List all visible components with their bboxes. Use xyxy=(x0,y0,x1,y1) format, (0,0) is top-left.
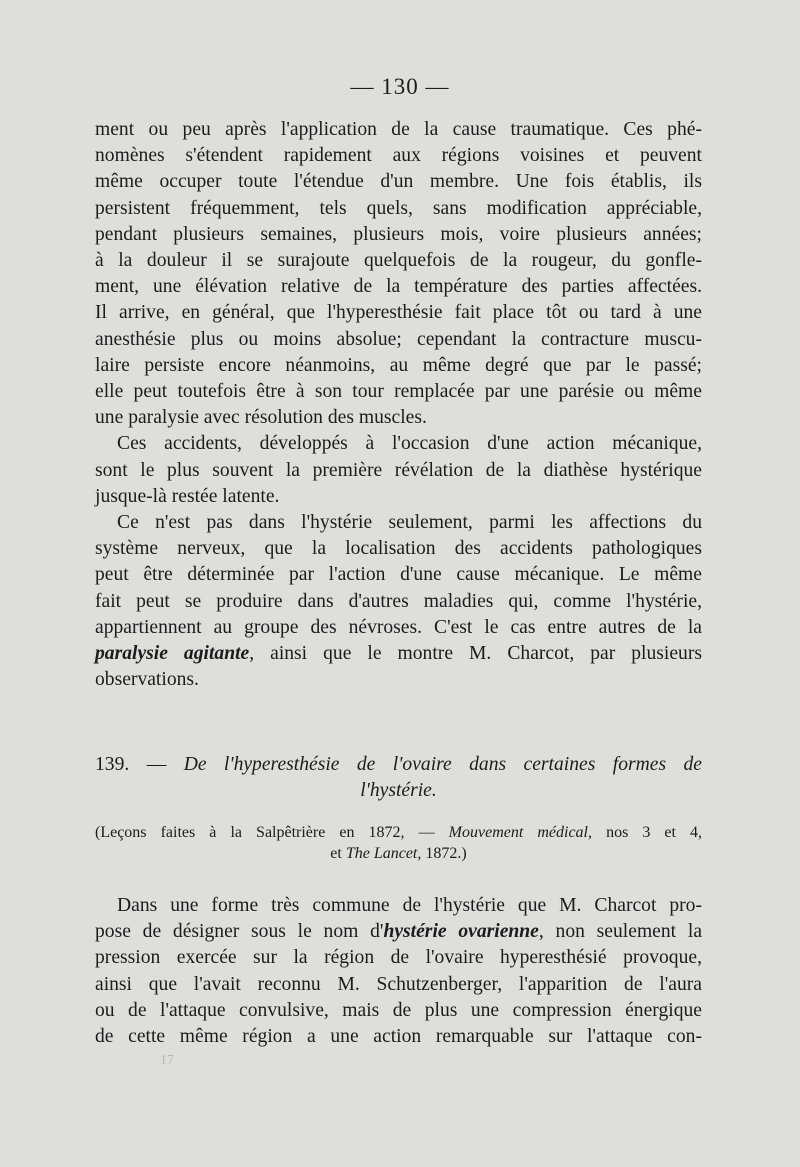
section-heading xyxy=(95,752,702,804)
paragraph-line: Dans une forme très commune de l'hystérie que M. Charcot pro- xyxy=(117,895,702,916)
section-title-line: l'hystérie. xyxy=(360,780,437,801)
page-header: — 130 — xyxy=(350,74,450,99)
citation-line xyxy=(95,843,702,864)
paragraph-line: persistent fréquemment, tels quels, sans modification appréciable, xyxy=(95,197,702,219)
paragraph-line: observations. xyxy=(95,669,199,691)
paragraph-line: laire persiste encore néanmoins, au même degré que par le passé; xyxy=(95,354,702,376)
line-text: , ainsi que le montre M. Charcot, par plusieurs xyxy=(249,643,702,665)
paragraph-line: sont le plus souvent la première révélation de la diathèse hystérique xyxy=(95,459,702,481)
paragraph-line: ou de l'attaque convulsive, mais de plus une compression énergique xyxy=(95,999,702,1021)
paragraph-line: jusque-là restée latente. xyxy=(95,485,280,507)
citation-line xyxy=(95,822,702,843)
paragraph-line: elle peut toutefois être à son tour remplacée par une parésie ou même xyxy=(95,381,702,403)
paragraph-line: Ce n'est pas dans l'hystérie seulement, parmi les affections du xyxy=(117,512,702,534)
citation-text: (Leçons faites à la Salpêtrière en 1872, — xyxy=(95,824,449,841)
section-title: De l'hyperesthésie de l'ovaire dans certaines formes de xyxy=(183,754,702,775)
paragraph-line: Ces accidents, développés à l'occasion d'une action mécanique, xyxy=(117,433,702,455)
paragraph-line: pendant plusieurs semaines, plusieurs mois, voire plusieurs années; xyxy=(95,223,702,245)
section-number: 139. xyxy=(95,754,130,775)
paragraph-line: pression exercée sur la région de l'ovaire hyperesthésié provoque, xyxy=(95,947,702,969)
journal-name: The Lancet, xyxy=(345,845,422,862)
italic-term: hystérie ovarienne xyxy=(383,921,539,943)
paragraph-line: à la douleur il se surajoute quelquefois de la rougeur, du gonfle- xyxy=(95,250,702,272)
paragraph-line-mixed xyxy=(95,641,702,667)
citation-text: nos 3 et 4, xyxy=(592,824,703,841)
paragraph-line: une paralysie avec résolution des muscles. xyxy=(95,407,427,429)
citation-text: et xyxy=(330,845,346,862)
paragraph-line: nomènes s'étendent rapidement aux régions voisines et peuvent xyxy=(95,145,702,167)
paragraph-line: ainsi que l'avait reconnu M. Schutzenberger, l'apparition de l'aura xyxy=(95,973,702,995)
line-text: pose de désigner sous le nom d' xyxy=(95,921,384,943)
section-title-line xyxy=(95,752,702,778)
citation-text: 1872.) xyxy=(421,845,467,862)
paragraph-line: appartiennent au groupe des névroses. C'est le cas entre autres de la xyxy=(95,616,702,638)
main-text-block xyxy=(95,117,702,693)
signature-mark: 17 xyxy=(160,1053,174,1068)
paragraph-line: fait peut se produire dans d'autres maladies qui, comme l'hystérie, xyxy=(95,590,702,612)
paragraph-line: anesthésie plus ou moins absolue; cependant la contracture muscu- xyxy=(95,328,702,350)
source-citation xyxy=(95,822,702,864)
paragraph-line: même occuper toute l'étendue d'un membre. Une fois établis, ils xyxy=(95,171,702,193)
paragraph-line-mixed xyxy=(95,919,702,945)
journal-name: Mouvement médical, xyxy=(448,824,593,841)
paragraph-line: peut être déterminée par l'action d'une cause mécanique. Le même xyxy=(95,564,702,586)
paragraph-line: ment ou peu après l'application de la cause traumatique. Ces phé- xyxy=(95,119,702,140)
section-dash: — xyxy=(129,754,184,775)
paragraph-line: de cette même région a une action remarquable sur l'attaque con- xyxy=(95,1026,702,1048)
italic-term: paralysie agitante xyxy=(95,643,250,665)
line-text: , non seulement la xyxy=(538,921,703,943)
paragraph-line: Il arrive, en général, que l'hyperesthésie fait place tôt ou tard à une xyxy=(95,302,702,324)
section-text-block xyxy=(95,893,702,1050)
paragraph-line: système nerveux, que la localisation des accidents pathologiques xyxy=(95,538,702,560)
paragraph-line: ment, une élévation relative de la température des parties affectées. xyxy=(95,276,702,298)
